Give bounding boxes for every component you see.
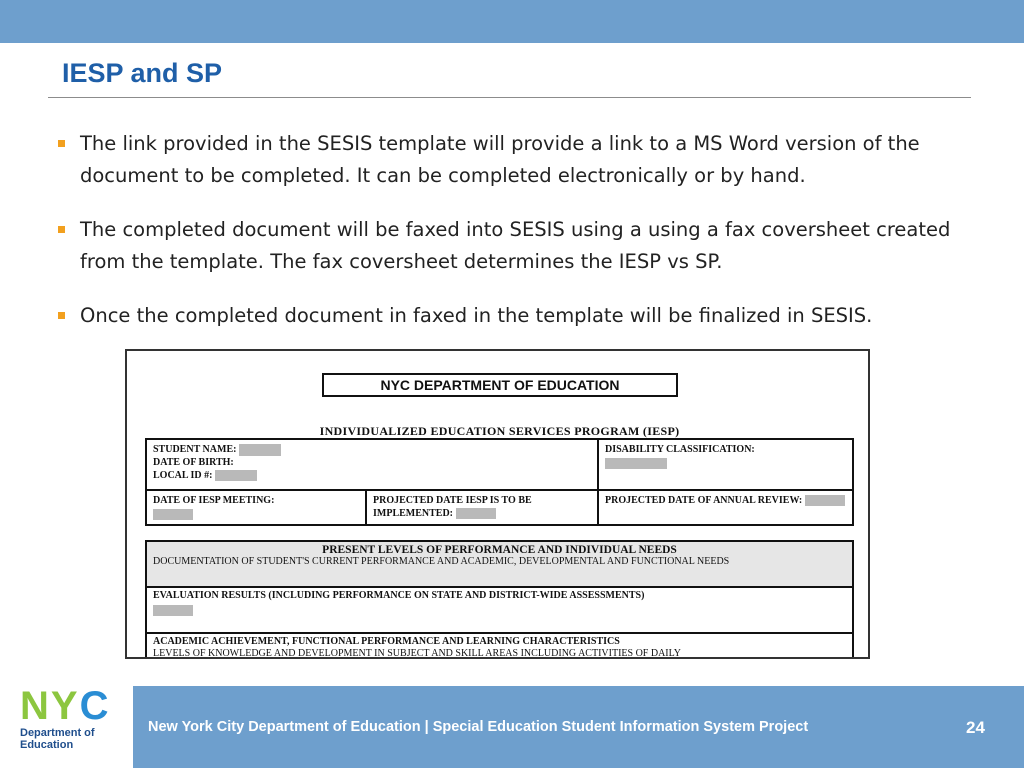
academic-sublabel: LEVELS OF KNOWLEDGE AND DEVELOPMENT IN SUBJECT AND SKILL AREAS INCLUDING ACTIVITIES OF DAILY xyxy=(153,648,681,659)
bullet-square-icon xyxy=(58,226,65,233)
footer-band xyxy=(133,686,1024,768)
redacted-field xyxy=(153,605,193,616)
redacted-field xyxy=(239,444,281,456)
logo-line: Education xyxy=(20,739,74,751)
page-number: 24 xyxy=(966,718,985,737)
projected-date-cell xyxy=(367,491,599,524)
performance-heading: PRESENT LEVELS OF PERFORMANCE AND INDIVIDUAL NEEDS xyxy=(322,544,677,556)
logo-letter: N xyxy=(20,684,49,728)
redacted-field xyxy=(605,458,667,469)
meeting-date-cell xyxy=(147,491,367,524)
slide-footer xyxy=(0,686,1024,768)
bullet-item xyxy=(58,300,958,332)
nyc-logo-mark xyxy=(20,684,109,728)
logo-caption xyxy=(20,727,95,751)
bullet-item xyxy=(58,128,958,192)
bullet-text: Once the completed document in faxed in the template will be finalized in SESIS. xyxy=(80,304,873,327)
redacted-field xyxy=(215,470,257,481)
local-id-label: LOCAL ID #: xyxy=(153,470,213,481)
bullet-item xyxy=(58,214,958,278)
disability-label: DISABILITY CLASSIFICATION: xyxy=(605,444,755,455)
performance-subheading: DOCUMENTATION OF STUDENT'S CURRENT PERFORMANCE AND ACADEMIC, DEVELOPMENTAL AND FUNCTIONAL NEEDS xyxy=(153,556,730,567)
performance-header-row xyxy=(147,542,852,588)
footer-caption: New York City Department of Education | Special Education Student Information System Project xyxy=(148,719,809,735)
disability-cell xyxy=(599,440,852,489)
table-row xyxy=(147,491,852,524)
date-of-birth-label: DATE OF BIRTH: xyxy=(153,457,234,468)
document-header: NYC DEPARTMENT OF EDUCATION xyxy=(322,373,678,397)
evaluation-row xyxy=(147,588,852,634)
bullet-square-icon xyxy=(58,140,65,147)
redacted-field xyxy=(456,508,496,519)
title-divider xyxy=(48,97,971,98)
student-identity-cell xyxy=(147,440,599,489)
slide-title: IESP and SP xyxy=(62,58,223,88)
top-accent-bar xyxy=(0,0,1024,43)
redacted-field xyxy=(805,495,845,506)
evaluation-label: EVALUATION RESULTS (INCLUDING PERFORMANCE ON STATE AND DISTRICT-WIDE ASSESSMENTS) xyxy=(153,590,645,601)
student-info-table xyxy=(145,438,854,526)
redacted-field xyxy=(153,509,193,520)
annual-review-label: PROJECTED DATE OF ANNUAL REVIEW: xyxy=(605,495,803,506)
bullet-list xyxy=(58,128,958,354)
bullet-text: The link provided in the SESIS template will provide a link to a MS Word version of the document to be completed. It can be completed electronically or by hand. xyxy=(80,132,920,187)
logo-letter: Y xyxy=(50,684,78,728)
logo-line: Department of xyxy=(20,727,95,739)
bullet-text: The completed document will be faxed into SESIS using a using a fax coversheet created from the template. The fax coversheet determines the IESP vs SP. xyxy=(80,218,951,273)
performance-table xyxy=(145,540,854,659)
projected-date-label: PROJECTED DATE IESP IS TO BE IMPLEMENTED: xyxy=(373,495,532,519)
table-row xyxy=(147,440,852,491)
iesp-document-image xyxy=(125,349,870,659)
academic-label: ACADEMIC ACHIEVEMENT, FUNCTIONAL PERFORMANCE AND LEARNING CHARACTERISTICS xyxy=(153,636,620,647)
academic-row xyxy=(147,634,852,659)
annual-review-cell xyxy=(599,491,852,524)
iesp-meeting-label: DATE OF IESP MEETING: xyxy=(153,495,275,506)
logo-letter: C xyxy=(79,684,109,728)
nyc-doe-logo xyxy=(0,686,133,768)
bullet-square-icon xyxy=(58,312,65,319)
student-name-label: STUDENT NAME: xyxy=(153,444,237,455)
document-subtitle: INDIVIDUALIZED EDUCATION SERVICES PROGRAM (IESP) xyxy=(319,424,680,438)
